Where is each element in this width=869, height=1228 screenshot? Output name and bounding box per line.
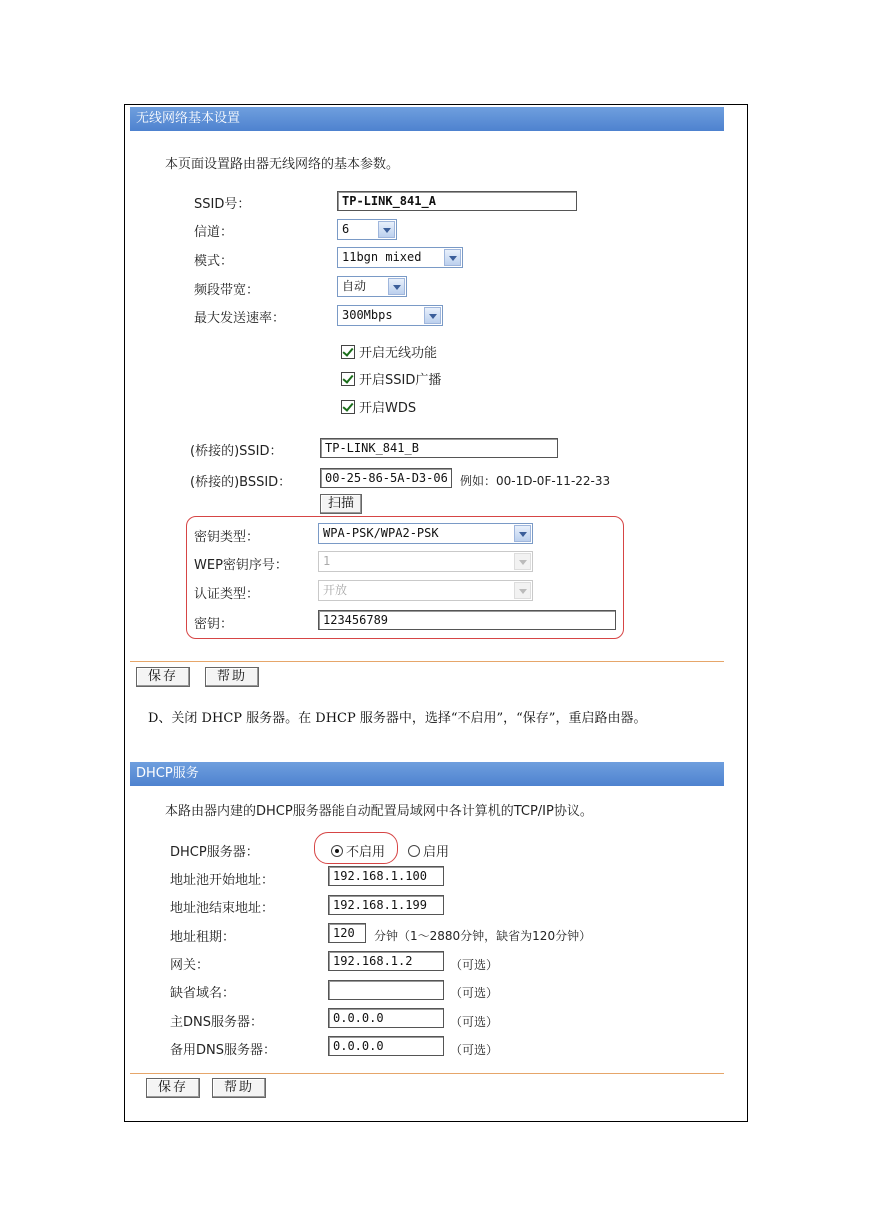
dhcp-panel-divider — [130, 1073, 724, 1074]
enable-ssid-broadcast-label: 开启SSID广播 — [359, 373, 442, 388]
chevron-down-icon — [514, 525, 531, 542]
wireless-save-button[interactable]: 保存 — [136, 667, 190, 687]
lease-input[interactable]: 120 — [328, 923, 366, 943]
domain-optional-hint: （可选） — [450, 986, 499, 1000]
primary-dns-label: 主DNS服务器： — [170, 1015, 263, 1030]
chevron-down-icon — [514, 582, 531, 599]
dhcp-save-button[interactable]: 保存 — [146, 1078, 200, 1098]
chevron-down-icon — [424, 307, 441, 324]
bridge-bssid-input[interactable]: 00-25-86-5A-D3-06 — [320, 468, 452, 488]
mode-value: 11bgn mixed — [342, 250, 422, 264]
max-rate-value: 300Mbps — [342, 308, 393, 322]
bridge-ssid-input[interactable]: TP-LINK_841_B — [320, 438, 558, 458]
wireless-description: 本页面设置路由器无线网络的基本参数。 — [165, 157, 400, 172]
pool-start-input[interactable]: 192.168.1.100 — [328, 866, 444, 886]
auth-type-value: 开放 — [323, 583, 348, 597]
enable-wireless-checkbox[interactable] — [341, 342, 437, 361]
dhcp-server-label: DHCP服务器： — [170, 845, 259, 860]
dhcp-disable-radio[interactable] — [331, 841, 385, 860]
ssid-label: SSID号： — [194, 197, 251, 212]
chevron-down-icon — [388, 278, 405, 295]
dhcp-settings-panel — [130, 762, 724, 1105]
lease-hint: 分钟（1～2880分钟，缺省为120分钟） — [374, 929, 592, 943]
scan-button[interactable]: 扫描 — [320, 494, 362, 514]
wep-index-label: WEP密钥序号： — [194, 558, 288, 573]
secondary-dns-input[interactable]: 0.0.0.0 — [328, 1036, 444, 1056]
dhcp-panel-title: DHCP服务 — [130, 762, 724, 786]
wireless-help-button[interactable]: 帮助 — [205, 667, 259, 687]
key-type-select[interactable] — [318, 523, 533, 544]
mode-select[interactable] — [337, 247, 463, 268]
radio-unselected-icon — [408, 845, 420, 857]
dhcp-enable-radio[interactable] — [408, 841, 449, 860]
mode-label: 模式： — [194, 254, 234, 269]
pool-end-input[interactable]: 192.168.1.199 — [328, 895, 444, 915]
pool-start-label: 地址池开始地址： — [170, 873, 275, 888]
dns1-optional-hint: （可选） — [450, 1015, 499, 1029]
chevron-down-icon — [514, 553, 531, 570]
gateway-optional-hint: （可选） — [450, 958, 499, 972]
dhcp-enable-label: 启用 — [423, 845, 450, 860]
radio-selected-icon — [331, 845, 343, 857]
bssid-example-hint: 例如：00-1D-0F-11-22-33 — [460, 474, 611, 488]
max-rate-label: 最大发送速率： — [194, 311, 286, 326]
pool-end-label: 地址池结束地址： — [170, 901, 275, 916]
dns2-optional-hint: （可选） — [450, 1043, 499, 1057]
checkbox-checked-icon — [341, 345, 355, 359]
gateway-label: 网关： — [170, 958, 210, 973]
chevron-down-icon — [378, 221, 395, 238]
checkbox-checked-icon — [341, 400, 355, 414]
channel-label: 信道： — [194, 225, 234, 240]
instruction-text: D、关闭 DHCP 服务器。在 DHCP 服务器中，选择“不启用”，“保存”，重启路由器。 — [148, 711, 647, 726]
default-domain-label: 缺省域名： — [170, 986, 236, 1001]
bandwidth-value: 自动 — [342, 279, 367, 293]
wireless-panel-title: 无线网络基本设置 — [130, 107, 724, 131]
ssid-input[interactable]: TP-LINK_841_A — [337, 191, 577, 211]
enable-ssid-broadcast-checkbox[interactable] — [341, 369, 441, 388]
default-domain-input[interactable] — [328, 980, 444, 1000]
checkbox-checked-icon — [341, 372, 355, 386]
wep-index-value: 1 — [323, 554, 331, 568]
channel-select[interactable] — [337, 219, 397, 240]
channel-value: 6 — [342, 222, 350, 236]
wireless-panel-divider — [130, 661, 724, 662]
dhcp-help-button[interactable]: 帮助 — [212, 1078, 266, 1098]
primary-dns-input[interactable]: 0.0.0.0 — [328, 1008, 444, 1028]
max-rate-select[interactable] — [337, 305, 443, 326]
wireless-settings-panel — [130, 107, 724, 692]
dhcp-disable-label: 不启用 — [346, 845, 386, 860]
wep-index-select[interactable] — [318, 551, 533, 572]
enable-wds-checkbox[interactable] — [341, 397, 416, 416]
bridge-ssid-label: (桥接的)SSID： — [190, 444, 283, 459]
enable-wds-label: 开启WDS — [359, 401, 417, 416]
key-label: 密钥： — [194, 617, 234, 632]
key-input[interactable]: 123456789 — [318, 610, 616, 630]
secondary-dns-label: 备用DNS服务器： — [170, 1043, 276, 1058]
auth-type-select[interactable] — [318, 580, 533, 601]
gateway-input[interactable]: 192.168.1.2 — [328, 951, 444, 971]
enable-wireless-label: 开启无线功能 — [359, 346, 438, 361]
bandwidth-label: 频段带宽： — [194, 283, 260, 298]
key-type-label: 密钥类型： — [194, 530, 260, 545]
key-type-value: WPA-PSK/WPA2-PSK — [323, 526, 439, 540]
bridge-bssid-label: (桥接的)BSSID： — [190, 475, 292, 490]
auth-type-label: 认证类型： — [194, 587, 260, 602]
lease-label: 地址租期： — [170, 930, 236, 945]
chevron-down-icon — [444, 249, 461, 266]
bandwidth-select[interactable] — [337, 276, 407, 297]
dhcp-description: 本路由器内建的DHCP服务器能自动配置局域网中各计算机的TCP/IP协议。 — [165, 804, 593, 819]
